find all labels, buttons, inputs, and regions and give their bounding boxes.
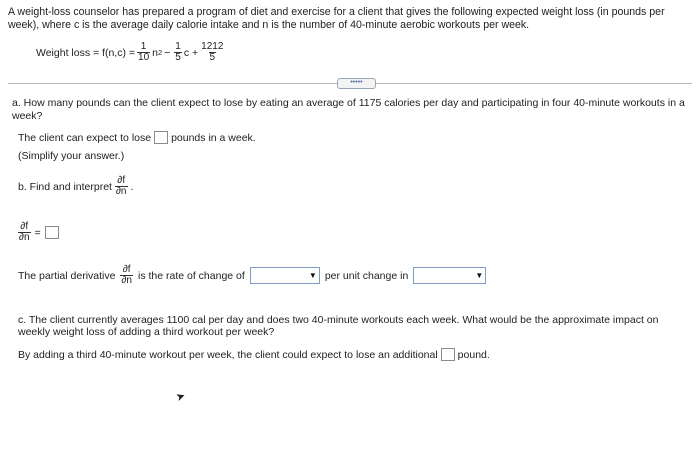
rate-middle: is the rate of change of [137, 269, 245, 282]
part-c-question: c. The client currently averages 1100 cal per day and does two 40-minute workouts each week. What would be the approximate impact on weekly weight loss of adding a third workout per week? [18, 314, 659, 338]
rate-prefix: The partial derivative [18, 269, 116, 282]
part-a-suffix: pounds in a week. [171, 131, 256, 144]
part-b-question-text: b. Find and interpret [18, 180, 112, 193]
formula-exponent: 2 [157, 48, 163, 57]
formula-lhs: Weight loss = f(n,c) = [36, 46, 136, 59]
formula-var-c: c + [183, 46, 199, 59]
rate-of-change-dropdown[interactable] [250, 267, 320, 284]
part-a-answer-row [18, 131, 256, 144]
partial-derivative-fraction: $\frac{\partial f}{\partial n}$ [115, 175, 127, 197]
chevron-down-icon: ▼ [308, 271, 317, 280]
interpretation-row [18, 265, 486, 286]
formula-fraction-2: $\frac{1}{5}$ [175, 41, 181, 63]
partial-derivative-fraction-2: $\frac{\partial f}{\partial n}$ [19, 221, 30, 243]
unit-change-dropdown[interactable] [413, 267, 486, 284]
formula-var-n: n [152, 46, 158, 59]
weight-loss-formula [36, 42, 226, 63]
formula-fraction-3: $\frac{1212}{5}$ [201, 41, 224, 63]
formula-minus: − [164, 46, 171, 59]
part-c-suffix: pound. [457, 348, 490, 361]
part-a-prefix: The client can expect to lose [18, 131, 152, 144]
mouse-cursor-icon: ➤ [174, 389, 188, 405]
formula-fraction-1: $\frac{1}{10}$ [138, 41, 150, 63]
part-c-answer-row [18, 348, 490, 361]
part-c-answer-input[interactable] [441, 348, 455, 361]
problem-intro: A weight-loss counselor has prepared a program of diet and exercise for a client that gives the following expected weight loss (in pounds per week), where c is the average daily calorie intake and n is the number of 40-minute aerobic workouts per week. [8, 6, 665, 31]
part-b-period: . [130, 180, 134, 193]
part-c-prefix: By adding a third 40-minute workout per week, the client could expect to lose an additional [18, 348, 438, 361]
part-a-answer-input[interactable] [154, 131, 168, 144]
part-b-question [18, 176, 133, 197]
equals-sign: = [34, 226, 41, 239]
rate-suffix: per unit change in [324, 269, 409, 282]
simplify-hint: (Simplify your answer.) [18, 150, 125, 162]
partial-derivative-answer-row [18, 222, 59, 243]
expand-more-button[interactable]: ••••• [337, 78, 376, 89]
partial-derivative-fraction-3: $\frac{\partial f}{\partial n}$ [121, 264, 132, 286]
partial-derivative-input[interactable] [45, 226, 59, 239]
chevron-down-icon: ▼ [475, 271, 484, 280]
part-a-question: a. How many pounds can the client expect to lose by eating an average of 1175 calories per day and participating in four 40-minute workouts in a week? [12, 97, 685, 122]
